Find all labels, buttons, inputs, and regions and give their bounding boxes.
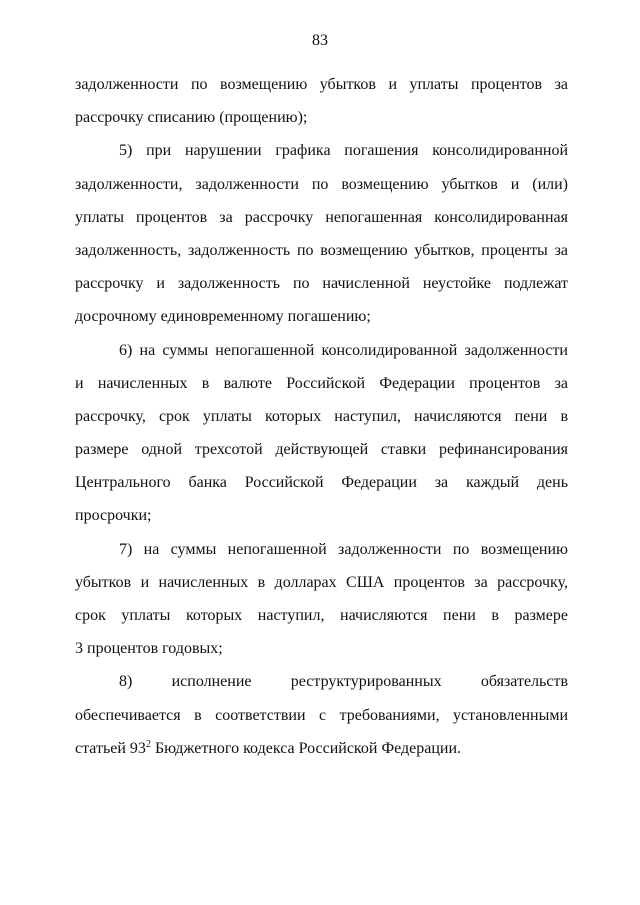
paragraph-start-6: 6) на суммы непогашенной консолидированной задолженности [119,341,568,359]
text-line: убытков и начисленных в долларах США процентов за рассрочку, [75,573,568,591]
text-line: просрочки; [75,507,152,525]
document-body [75,68,568,765]
text-line: досрочному единовременному погашению; [75,308,371,326]
text-line: размере одной трехсотой действующей ставки рефинансирования [75,441,568,459]
paragraph-start-8: 8) исполнение реструктурированных обязательств [119,673,568,691]
page-number: 83 [312,32,328,49]
text-line: рассрочку, срок уплаты которых наступил, начисляются пени в [75,407,568,425]
text-line-with-superscript [75,732,568,765]
text-line: рассрочку списанию (прощению); [75,109,308,127]
text-line: срок уплаты которых наступил, начисляются пени в размере [75,607,568,624]
last-line-after: Бюджетного кодекса Российской Федерации. [150,739,461,757]
text-line: задолженности по возмещению убытков и уплаты процентов за [75,76,568,93]
article-superscript: 2 [145,738,151,750]
text-line: 3 процентов годовых; [75,640,223,658]
paragraph-start-7: 7) на суммы непогашенной задолженности по возмещению [119,540,568,558]
text-line: уплаты процентов за рассрочку непогашенная консолидированная [75,208,568,226]
text-line: Центрального банка Российской Федерации за каждый день [75,474,568,492]
paragraph-start-5: 5) при нарушении графика погашения консолидированной [119,142,568,160]
text-line: рассрочку и задолженность по начисленной неустойке подлежат [75,275,568,293]
text-line: и начисленных в валюте Российской Федерации процентов за [75,374,568,392]
last-line-before: статьей 93 [75,739,146,757]
text-line: задолженность, задолженность по возмещению убытков, проценты за [75,241,568,259]
text-line: обеспечивается в соответствии с требованиями, установленными [75,706,568,724]
text-line: задолженности, задолженности по возмещению убытков и (или) [75,175,568,193]
